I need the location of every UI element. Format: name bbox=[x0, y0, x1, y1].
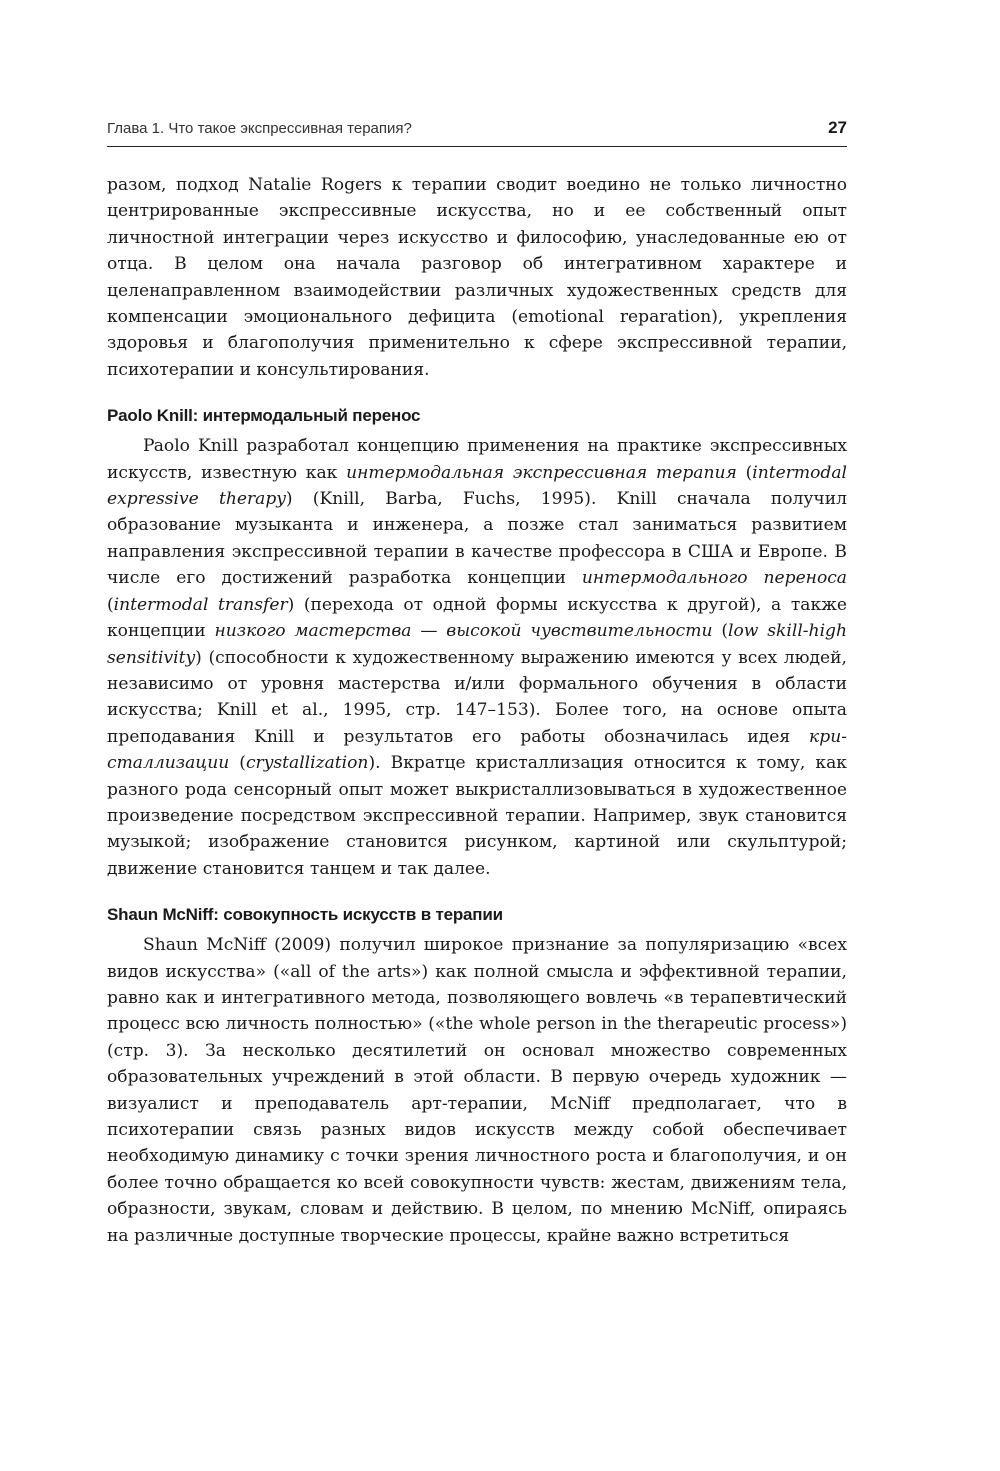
page-body bbox=[107, 172, 847, 1249]
running-header bbox=[107, 118, 847, 147]
page-number: 27 bbox=[828, 118, 847, 137]
paragraph-mcniff: Shaun McNiff (2009) получил широкое признание за популяризацию «всех видов искусства» («all of the arts») как полной смысла и эффективной терапии, равно как и интегративного метода, позволяющего вовлечь «в терапевтический процесс всю личность полностью» («the whole person in the therapeutic process») (стр. 3). За несколько десятилетий он основал множество современных образовательных учреждений в этой области. В первую очередь художник — визуалист и преподаватель арт-терапии, McNiff предполагает, что в психотерапии связь разных видов искусств между собой обеспечивает необходимую динамику с точки зрения личностного роста и благополучия, и он более точно обращается ко всей совокупности чувств: жестам, движениям тела, образности, звукам, словам и действию. В целом, по мнению McNiff, опираясь на различные доступные творческие процессы, крайне важно встретиться bbox=[107, 935, 847, 1246]
section-heading-knill: Paolo Knill: интермодальный перенос bbox=[107, 406, 421, 426]
paragraph-intro: разом, подход Natalie Rogers к терапии сводит воедино не только личностно центрированные экспрессивные искусства, но и ее собственный опыт личностной интеграции через искусство и философию, унаследованные ею от отца. В целом она начала разговор об интегративном характере и целенаправленном взаимодействии различных художественных средств для компенсации эмоционального дефицита (emotional reparation), укрепления здоровья и благополучия применительно к сфере экспрессивной терапии, психотерапии и консультирования. bbox=[107, 175, 847, 380]
paragraph-knill: Paolo Knill разработал концепцию применения на практике экспрессивных искусств, известную как интермодальная экспрессивная терапия (intermodal expressive therapy) (Knill, Barba, Fuchs, 1995). Knill сначала получил образование музыканта и инженера, а позже стал заниматься развитием направления экспрессивной терапии в качестве профессора в США и Европе. В числе его достижений разработка концепции интермодального переноса (intermodal transfer) (перехода от одной формы искусства к другой), а также концепции низкого мастерства — высокой чувствительности (low skill-high sensitivity) (способности к художественному выражению имеются у всех людей, независимо от уровня мастерства и/или формального обучения в области искусства; Knill et al., 1995, стр. 147–153). Более того, на основе опыта преподавания Knill и результатов его работы обозначилась идея кристаллизации (crystallization). Вкратце кристаллизация относится к тому, как разного рода сенсорный опыт может выкристаллизовываться в художественное произведение посредством экспрессивной терапии. Например, звук становится музыкой; изображение становится рисунком, картиной или скульптурой; движение становится танцем и так далее. bbox=[107, 436, 848, 879]
section-heading-mcniff: Shaun McNiff: совокупность искусств в терапии bbox=[107, 905, 503, 925]
chapter-title: Глава 1. Что такое экспрессивная терапия? bbox=[107, 120, 412, 137]
